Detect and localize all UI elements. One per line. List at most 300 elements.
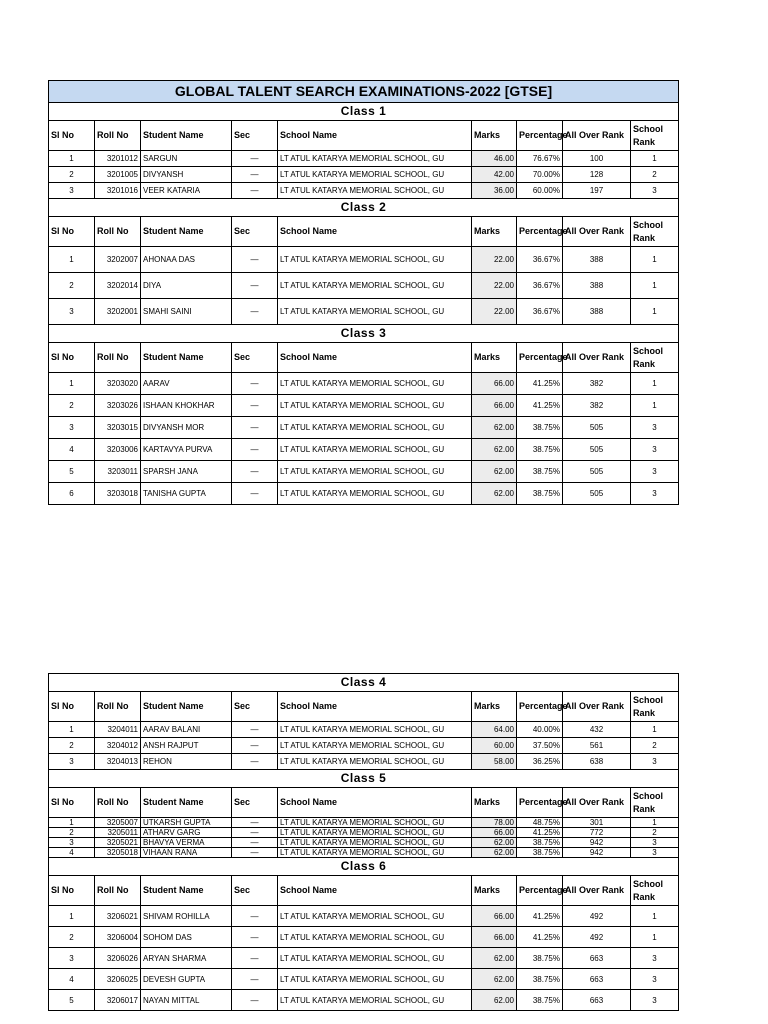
- cell-roll-no: 3203026: [95, 395, 141, 417]
- cell-section: —: [232, 483, 278, 505]
- cell-percentage: 36.25%: [517, 754, 563, 770]
- cell-roll-no: 3204011: [95, 722, 141, 738]
- cell-section: —: [232, 299, 278, 325]
- table-row: [49, 373, 679, 395]
- cell-percentage: 38.75%: [517, 948, 563, 969]
- cell-percentage: 41.25%: [517, 906, 563, 927]
- class-heading: Class 1: [49, 103, 679, 121]
- cell-overall-rank: 301: [563, 818, 631, 828]
- cell-school-name: LT ATUL KATARYA MEMORIAL SCHOOL, GU: [278, 906, 472, 927]
- cell-student-name: VIHAAN RANA: [141, 848, 232, 858]
- cell-marks: 66.00: [472, 828, 517, 838]
- cell-overall-rank: 505: [563, 483, 631, 505]
- column-header-row: [49, 121, 679, 151]
- table-row: [49, 417, 679, 439]
- cell-student-name: DIVYANSH: [141, 167, 232, 183]
- cell-marks: 62.00: [472, 969, 517, 990]
- cell-roll-no: 3206017: [95, 990, 141, 1011]
- table-row: [49, 828, 679, 838]
- table-row: [49, 838, 679, 848]
- cell-school-rank: 3: [631, 754, 679, 770]
- cell-percentage: 38.75%: [517, 838, 563, 848]
- cell-roll-no: 3205021: [95, 838, 141, 848]
- table-row: [49, 990, 679, 1011]
- cell-marks: 36.00: [472, 183, 517, 199]
- table-row: [49, 738, 679, 754]
- cell-percentage: 60.00%: [517, 183, 563, 199]
- table-row: [49, 461, 679, 483]
- column-header-roll: Roll No: [95, 788, 141, 818]
- class-heading: Class 5: [49, 770, 679, 788]
- column-header-marks: Marks: [472, 121, 517, 151]
- column-header-srank: School Rank: [631, 692, 679, 722]
- cell-sl-no: 2: [49, 828, 95, 838]
- cell-marks: 62.00: [472, 439, 517, 461]
- cell-sl-no: 3: [49, 948, 95, 969]
- cell-sl-no: 1: [49, 373, 95, 395]
- cell-overall-rank: 382: [563, 373, 631, 395]
- cell-sl-no: 2: [49, 273, 95, 299]
- column-header-roll: Roll No: [95, 692, 141, 722]
- results-table-1: [48, 80, 679, 505]
- cell-overall-rank: 388: [563, 299, 631, 325]
- column-header-row: [49, 876, 679, 906]
- cell-percentage: 48.75%: [517, 818, 563, 828]
- cell-overall-rank: 942: [563, 848, 631, 858]
- cell-marks: 66.00: [472, 927, 517, 948]
- cell-student-name: DEVESH GUPTA: [141, 969, 232, 990]
- column-header-sl: Sl No: [49, 692, 95, 722]
- class-heading: Class 3: [49, 325, 679, 343]
- cell-school-rank: 3: [631, 439, 679, 461]
- cell-roll-no: 3203011: [95, 461, 141, 483]
- cell-school-name: LT ATUL KATARYA MEMORIAL SCHOOL, GU: [278, 299, 472, 325]
- cell-student-name: SARGUN: [141, 151, 232, 167]
- cell-overall-rank: 100: [563, 151, 631, 167]
- cell-overall-rank: 663: [563, 948, 631, 969]
- column-header-pct: Percentage: [517, 876, 563, 906]
- cell-marks: 62.00: [472, 417, 517, 439]
- column-header-roll: Roll No: [95, 876, 141, 906]
- cell-section: —: [232, 838, 278, 848]
- cell-school-name: LT ATUL KATARYA MEMORIAL SCHOOL, GU: [278, 247, 472, 273]
- column-header-name: Student Name: [141, 788, 232, 818]
- table-row: [49, 818, 679, 828]
- cell-school-rank: 1: [631, 395, 679, 417]
- table-row: [49, 151, 679, 167]
- cell-overall-rank: 561: [563, 738, 631, 754]
- cell-roll-no: 3206025: [95, 969, 141, 990]
- cell-school-name: LT ATUL KATARYA MEMORIAL SCHOOL, GU: [278, 483, 472, 505]
- cell-sl-no: 3: [49, 299, 95, 325]
- class-heading-row: [49, 103, 679, 121]
- cell-sl-no: 1: [49, 906, 95, 927]
- table-row: [49, 722, 679, 738]
- cell-overall-rank: 505: [563, 417, 631, 439]
- cell-roll-no: 3202001: [95, 299, 141, 325]
- cell-sl-no: 2: [49, 927, 95, 948]
- cell-student-name: NAYAN MITTAL: [141, 990, 232, 1011]
- cell-roll-no: 3202014: [95, 273, 141, 299]
- column-header-school: School Name: [278, 876, 472, 906]
- table-row: [49, 167, 679, 183]
- cell-marks: 22.00: [472, 273, 517, 299]
- cell-percentage: 38.75%: [517, 990, 563, 1011]
- table-row: [49, 247, 679, 273]
- column-header-name: Student Name: [141, 121, 232, 151]
- class-heading-row: [49, 674, 679, 692]
- cell-percentage: 38.75%: [517, 439, 563, 461]
- cell-section: —: [232, 273, 278, 299]
- cell-overall-rank: 663: [563, 990, 631, 1011]
- column-header-name: Student Name: [141, 692, 232, 722]
- cell-school-rank: 3: [631, 461, 679, 483]
- results-sheet-page-2: [48, 673, 678, 1024]
- table-row: [49, 948, 679, 969]
- cell-percentage: 41.25%: [517, 927, 563, 948]
- table-row: [49, 183, 679, 199]
- cell-percentage: 38.75%: [517, 483, 563, 505]
- class-heading: Class 4: [49, 674, 679, 692]
- cell-section: —: [232, 969, 278, 990]
- cell-school-rank: 1: [631, 722, 679, 738]
- cell-section: —: [232, 990, 278, 1011]
- cell-section: —: [232, 439, 278, 461]
- cell-sl-no: 2: [49, 395, 95, 417]
- cell-marks: 62.00: [472, 848, 517, 858]
- cell-roll-no: 3206021: [95, 906, 141, 927]
- cell-percentage: 38.75%: [517, 461, 563, 483]
- table-row: [49, 273, 679, 299]
- column-header-overall: All Over Rank: [563, 121, 631, 151]
- column-header-srank: School Rank: [631, 343, 679, 373]
- column-header-name: Student Name: [141, 343, 232, 373]
- cell-marks: 22.00: [472, 247, 517, 273]
- cell-roll-no: 3202007: [95, 247, 141, 273]
- cell-overall-rank: 505: [563, 461, 631, 483]
- table-row: [49, 395, 679, 417]
- cell-sl-no: 3: [49, 417, 95, 439]
- cell-student-name: VEER KATARIA: [141, 183, 232, 199]
- column-header-sl: Sl No: [49, 343, 95, 373]
- cell-marks: 58.00: [472, 754, 517, 770]
- cell-sl-no: 3: [49, 183, 95, 199]
- cell-school-name: LT ATUL KATARYA MEMORIAL SCHOOL, GU: [278, 754, 472, 770]
- cell-roll-no: 3203018: [95, 483, 141, 505]
- cell-student-name: SOHOM DAS: [141, 927, 232, 948]
- column-header-name: Student Name: [141, 217, 232, 247]
- column-header-school: School Name: [278, 343, 472, 373]
- column-header-pct: Percentage: [517, 788, 563, 818]
- column-header-srank: School Rank: [631, 876, 679, 906]
- cell-school-rank: 3: [631, 483, 679, 505]
- cell-sl-no: 1: [49, 818, 95, 828]
- cell-section: —: [232, 828, 278, 838]
- cell-school-name: LT ATUL KATARYA MEMORIAL SCHOOL, GU: [278, 838, 472, 848]
- class-heading-row: [49, 858, 679, 876]
- cell-roll-no: 3204012: [95, 738, 141, 754]
- cell-roll-no: 3203006: [95, 439, 141, 461]
- column-header-srank: School Rank: [631, 121, 679, 151]
- cell-marks: 60.00: [472, 738, 517, 754]
- cell-section: —: [232, 754, 278, 770]
- column-header-marks: Marks: [472, 343, 517, 373]
- cell-student-name: DIVYANSH MOR: [141, 417, 232, 439]
- cell-overall-rank: 492: [563, 906, 631, 927]
- cell-overall-rank: 128: [563, 167, 631, 183]
- cell-marks: 66.00: [472, 395, 517, 417]
- cell-percentage: 41.25%: [517, 395, 563, 417]
- cell-section: —: [232, 818, 278, 828]
- cell-school-name: LT ATUL KATARYA MEMORIAL SCHOOL, GU: [278, 273, 472, 299]
- column-header-sec: Sec: [232, 343, 278, 373]
- class-heading-row: [49, 770, 679, 788]
- cell-overall-rank: 772: [563, 828, 631, 838]
- cell-school-rank: 1: [631, 906, 679, 927]
- cell-percentage: 38.75%: [517, 969, 563, 990]
- cell-marks: 66.00: [472, 373, 517, 395]
- column-header-row: [49, 788, 679, 818]
- cell-roll-no: 3201012: [95, 151, 141, 167]
- cell-sl-no: 1: [49, 722, 95, 738]
- cell-marks: 62.00: [472, 948, 517, 969]
- cell-school-rank: 1: [631, 818, 679, 828]
- cell-student-name: ANSH RAJPUT: [141, 738, 232, 754]
- cell-school-rank: 1: [631, 273, 679, 299]
- cell-school-rank: 2: [631, 828, 679, 838]
- column-header-sec: Sec: [232, 217, 278, 247]
- cell-percentage: 38.75%: [517, 848, 563, 858]
- column-header-sec: Sec: [232, 692, 278, 722]
- cell-roll-no: 3206026: [95, 948, 141, 969]
- column-header-row: [49, 343, 679, 373]
- column-header-sec: Sec: [232, 876, 278, 906]
- cell-sl-no: 4: [49, 439, 95, 461]
- column-header-overall: All Over Rank: [563, 343, 631, 373]
- column-header-school: School Name: [278, 788, 472, 818]
- cell-percentage: 36.67%: [517, 273, 563, 299]
- cell-school-rank: 1: [631, 299, 679, 325]
- cell-school-name: LT ATUL KATARYA MEMORIAL SCHOOL, GU: [278, 990, 472, 1011]
- cell-percentage: 70.00%: [517, 167, 563, 183]
- cell-school-rank: 1: [631, 151, 679, 167]
- cell-school-rank: 3: [631, 183, 679, 199]
- cell-section: —: [232, 722, 278, 738]
- cell-marks: 78.00: [472, 818, 517, 828]
- column-header-overall: All Over Rank: [563, 788, 631, 818]
- cell-overall-rank: 638: [563, 754, 631, 770]
- cell-student-name: SMAHI SAINI: [141, 299, 232, 325]
- cell-marks: 62.00: [472, 461, 517, 483]
- cell-school-rank: 3: [631, 948, 679, 969]
- cell-section: —: [232, 417, 278, 439]
- cell-roll-no: 3205011: [95, 828, 141, 838]
- cell-overall-rank: 505: [563, 439, 631, 461]
- cell-percentage: 76.67%: [517, 151, 563, 167]
- column-header-sl: Sl No: [49, 876, 95, 906]
- table-row: [49, 299, 679, 325]
- class-heading: Class 2: [49, 199, 679, 217]
- column-header-overall: All Over Rank: [563, 692, 631, 722]
- cell-school-name: LT ATUL KATARYA MEMORIAL SCHOOL, GU: [278, 828, 472, 838]
- column-header-sec: Sec: [232, 788, 278, 818]
- cell-overall-rank: 197: [563, 183, 631, 199]
- column-header-marks: Marks: [472, 692, 517, 722]
- column-header-marks: Marks: [472, 876, 517, 906]
- cell-roll-no: 3205007: [95, 818, 141, 828]
- cell-percentage: 41.25%: [517, 373, 563, 395]
- cell-marks: 62.00: [472, 838, 517, 848]
- cell-roll-no: 3205018: [95, 848, 141, 858]
- cell-student-name: ISHAAN KHOKHAR: [141, 395, 232, 417]
- column-header-sl: Sl No: [49, 217, 95, 247]
- cell-student-name: DIYA: [141, 273, 232, 299]
- cell-marks: 64.00: [472, 722, 517, 738]
- table-row: [49, 927, 679, 948]
- class-heading-row: [49, 199, 679, 217]
- cell-roll-no: 3203020: [95, 373, 141, 395]
- column-header-sl: Sl No: [49, 788, 95, 818]
- cell-marks: 46.00: [472, 151, 517, 167]
- cell-marks: 62.00: [472, 990, 517, 1011]
- column-header-row: [49, 217, 679, 247]
- cell-school-rank: 1: [631, 247, 679, 273]
- cell-school-name: LT ATUL KATARYA MEMORIAL SCHOOL, GU: [278, 461, 472, 483]
- cell-percentage: 38.75%: [517, 417, 563, 439]
- column-header-school: School Name: [278, 217, 472, 247]
- cell-percentage: 41.25%: [517, 828, 563, 838]
- table-row: [49, 483, 679, 505]
- class-heading-row: [49, 325, 679, 343]
- table-row: [49, 754, 679, 770]
- column-header-pct: Percentage: [517, 343, 563, 373]
- cell-roll-no: 3201005: [95, 167, 141, 183]
- cell-school-rank: 3: [631, 838, 679, 848]
- cell-marks: 62.00: [472, 483, 517, 505]
- cell-percentage: 40.00%: [517, 722, 563, 738]
- cell-school-name: LT ATUL KATARYA MEMORIAL SCHOOL, GU: [278, 738, 472, 754]
- cell-section: —: [232, 848, 278, 858]
- column-header-pct: Percentage: [517, 121, 563, 151]
- cell-school-name: LT ATUL KATARYA MEMORIAL SCHOOL, GU: [278, 722, 472, 738]
- cell-school-rank: 3: [631, 969, 679, 990]
- column-header-marks: Marks: [472, 217, 517, 247]
- column-header-pct: Percentage: [517, 217, 563, 247]
- cell-percentage: 36.67%: [517, 299, 563, 325]
- cell-sl-no: 3: [49, 838, 95, 848]
- cell-school-rank: 3: [631, 417, 679, 439]
- cell-section: —: [232, 738, 278, 754]
- table-row: [49, 439, 679, 461]
- cell-overall-rank: 942: [563, 838, 631, 848]
- cell-student-name: SPARSH JANA: [141, 461, 232, 483]
- cell-student-name: KARTAVYA PURVA: [141, 439, 232, 461]
- cell-sl-no: 5: [49, 990, 95, 1011]
- column-header-overall: All Over Rank: [563, 876, 631, 906]
- cell-marks: 66.00: [472, 906, 517, 927]
- cell-percentage: 37.50%: [517, 738, 563, 754]
- cell-sl-no: 4: [49, 969, 95, 990]
- cell-sl-no: 5: [49, 461, 95, 483]
- cell-overall-rank: 388: [563, 247, 631, 273]
- cell-school-rank: 2: [631, 738, 679, 754]
- cell-overall-rank: 432: [563, 722, 631, 738]
- table-row: [49, 969, 679, 990]
- cell-student-name: ATHARV GARG: [141, 828, 232, 838]
- cell-section: —: [232, 461, 278, 483]
- column-header-pct: Percentage: [517, 692, 563, 722]
- cell-student-name: TANISHA GUPTA: [141, 483, 232, 505]
- cell-section: —: [232, 906, 278, 927]
- cell-overall-rank: 663: [563, 969, 631, 990]
- results-sheet-page-1: [48, 80, 678, 514]
- cell-student-name: REHON: [141, 754, 232, 770]
- cell-sl-no: 6: [49, 483, 95, 505]
- cell-sl-no: 2: [49, 738, 95, 754]
- cell-section: —: [232, 948, 278, 969]
- cell-sl-no: 1: [49, 247, 95, 273]
- cell-roll-no: 3206004: [95, 927, 141, 948]
- page-title: GLOBAL TALENT SEARCH EXAMINATIONS-2022 [GTSE]: [49, 81, 679, 103]
- cell-student-name: BHAVYA VERMA: [141, 838, 232, 848]
- cell-school-rank: 2: [631, 167, 679, 183]
- cell-section: —: [232, 183, 278, 199]
- cell-section: —: [232, 373, 278, 395]
- column-header-srank: School Rank: [631, 217, 679, 247]
- cell-student-name: AHONAA DAS: [141, 247, 232, 273]
- cell-school-name: LT ATUL KATARYA MEMORIAL SCHOOL, GU: [278, 167, 472, 183]
- cell-overall-rank: 388: [563, 273, 631, 299]
- cell-school-name: LT ATUL KATARYA MEMORIAL SCHOOL, GU: [278, 417, 472, 439]
- cell-sl-no: 4: [49, 848, 95, 858]
- cell-roll-no: 3204013: [95, 754, 141, 770]
- cell-section: —: [232, 247, 278, 273]
- class-heading: Class 6: [49, 858, 679, 876]
- cell-student-name: AARAV: [141, 373, 232, 395]
- cell-school-rank: 1: [631, 927, 679, 948]
- cell-school-rank: 3: [631, 848, 679, 858]
- cell-school-name: LT ATUL KATARYA MEMORIAL SCHOOL, GU: [278, 439, 472, 461]
- table-row: [49, 848, 679, 858]
- cell-roll-no: 3203015: [95, 417, 141, 439]
- column-header-sec: Sec: [232, 121, 278, 151]
- cell-section: —: [232, 395, 278, 417]
- cell-marks: 42.00: [472, 167, 517, 183]
- column-header-school: School Name: [278, 692, 472, 722]
- cell-school-name: LT ATUL KATARYA MEMORIAL SCHOOL, GU: [278, 848, 472, 858]
- cell-school-name: LT ATUL KATARYA MEMORIAL SCHOOL, GU: [278, 948, 472, 969]
- cell-marks: 22.00: [472, 299, 517, 325]
- cell-sl-no: 3: [49, 754, 95, 770]
- cell-percentage: 36.67%: [517, 247, 563, 273]
- cell-school-name: LT ATUL KATARYA MEMORIAL SCHOOL, GU: [278, 927, 472, 948]
- results-table-2: [48, 673, 679, 1011]
- cell-school-name: LT ATUL KATARYA MEMORIAL SCHOOL, GU: [278, 373, 472, 395]
- cell-school-name: LT ATUL KATARYA MEMORIAL SCHOOL, GU: [278, 969, 472, 990]
- column-header-sl: Sl No: [49, 121, 95, 151]
- cell-sl-no: 2: [49, 167, 95, 183]
- column-header-row: [49, 692, 679, 722]
- cell-school-name: LT ATUL KATARYA MEMORIAL SCHOOL, GU: [278, 183, 472, 199]
- cell-roll-no: 3201016: [95, 183, 141, 199]
- cell-school-name: LT ATUL KATARYA MEMORIAL SCHOOL, GU: [278, 395, 472, 417]
- column-header-school: School Name: [278, 121, 472, 151]
- column-header-roll: Roll No: [95, 343, 141, 373]
- table-row: [49, 906, 679, 927]
- cell-school-name: LT ATUL KATARYA MEMORIAL SCHOOL, GU: [278, 818, 472, 828]
- cell-section: —: [232, 151, 278, 167]
- column-header-name: Student Name: [141, 876, 232, 906]
